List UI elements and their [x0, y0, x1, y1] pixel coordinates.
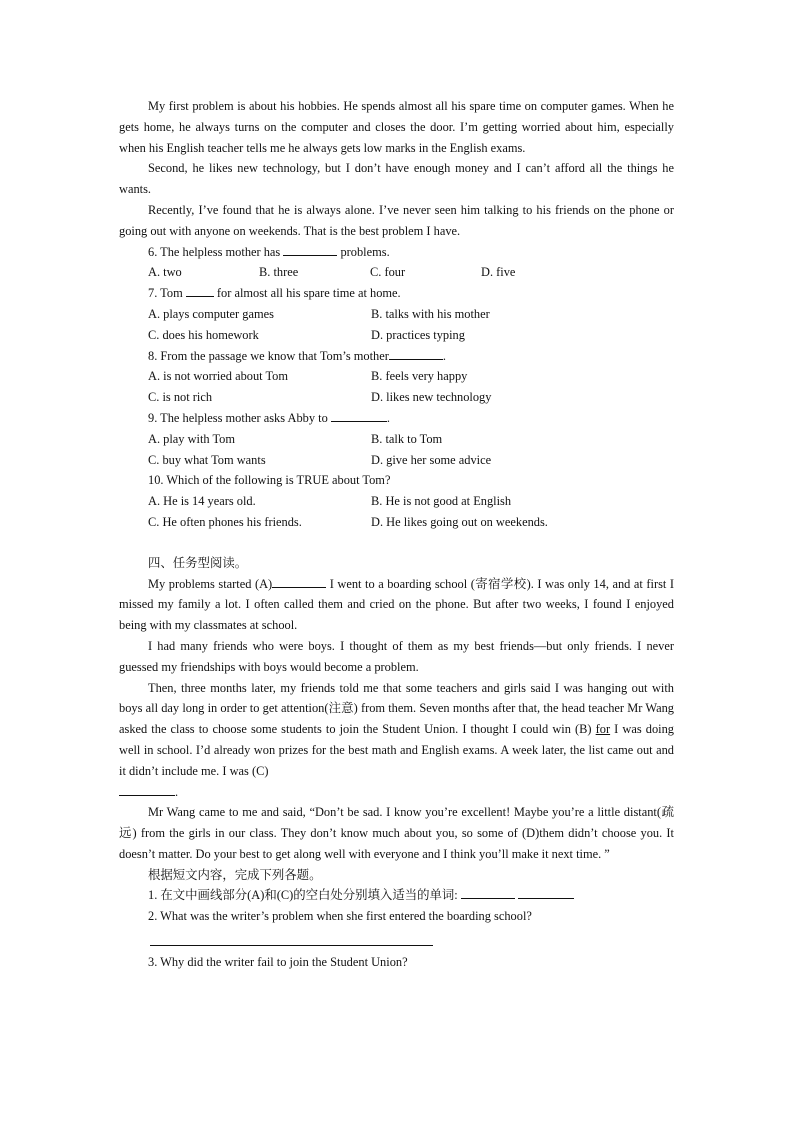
option[interactable]: B. talks with his mother: [371, 306, 490, 321]
option[interactable]: D. five: [481, 265, 516, 280]
option[interactable]: B. He is not good at English: [371, 494, 512, 509]
question-6-options: [119, 262, 674, 283]
question-8-options-cd: [119, 387, 674, 408]
answer-blank[interactable]: [283, 243, 337, 256]
option[interactable]: B. three: [259, 265, 299, 280]
passage1-para3: Recently, I’ve found that he is always alone. I’ve never seen him talking to his friends on the phone or going out with anyone on weekends. That is the best problem I have.: [119, 202, 674, 238]
option[interactable]: A. is not worried about Tom: [148, 369, 289, 384]
answer-blank-c[interactable]: [518, 886, 574, 899]
section4-para2: I had many friends who were boys. I thought of them as my best friends—but only friends. I never guessed my friendships with boys would become a problem.: [119, 638, 674, 674]
option[interactable]: B. feels very happy: [371, 369, 468, 384]
section4-instruction: 根据短文内容，完成下列各题。: [148, 867, 322, 882]
option[interactable]: C. four: [370, 265, 406, 280]
question-10-options-cd: [119, 512, 674, 533]
question-8-options-ab: [119, 366, 674, 387]
answer-blank[interactable]: [186, 284, 214, 297]
question-9-options-cd: [119, 450, 674, 471]
option[interactable]: D. give her some advice: [371, 452, 492, 467]
option[interactable]: A. He is 14 years old.: [148, 494, 256, 509]
option[interactable]: A. plays computer games: [148, 306, 274, 321]
answer-blank[interactable]: [389, 347, 443, 360]
passage1-para1: My first problem is about his hobbies. He spends almost all his spare time on computer games. When he gets home, he always turns on the computer and closes the door. I’m getting worried about him, especially when his English teacher tells me he always gets low marks in the English exams.: [119, 99, 674, 155]
section4-para3: Then, three months later, my friends told me that some teachers and girls said I was hanging out with boys all day long in order to get attention(注意) from them. Seven months after that, the head teacher Mr Wang asked the class to choose some students to join the Student Union. I thought I could win (B) for I was doing well in school. I’d already won prizes for the best math and English exams. A week later, the list came out and it didn’t include me. I was (C) .: [119, 680, 674, 799]
option[interactable]: C. He often phones his friends.: [148, 514, 302, 529]
underlined-word-b: for: [595, 722, 611, 737]
option[interactable]: A. two: [148, 265, 182, 280]
option[interactable]: D. likes new technology: [371, 390, 492, 405]
question-9-options-ab: [119, 429, 674, 450]
document-body: [119, 96, 674, 973]
passage1-para2: Second, he likes new technology, but I don’t have enough money and I can’t afford all the things he wants.: [119, 161, 674, 197]
option[interactable]: A. play with Tom: [148, 431, 236, 446]
answer-line[interactable]: [150, 935, 433, 946]
option[interactable]: C. buy what Tom wants: [148, 452, 266, 467]
question-7-options-cd: [119, 325, 674, 346]
question-7: 7. Tom for almost all his spare time at home.: [148, 286, 401, 301]
task-question-2: 2. What was the writer’s problem when she first entered the boarding school?: [148, 909, 532, 924]
blank-c[interactable]: [119, 783, 175, 796]
option[interactable]: D. practices typing: [371, 327, 465, 342]
question-9: 9. The helpless mother asks Abby to .: [148, 410, 390, 425]
option[interactable]: D. He likes going out on weekends.: [371, 514, 548, 529]
answer-blank-a[interactable]: [461, 886, 515, 899]
question-10-options-ab: [119, 491, 674, 512]
option[interactable]: B. talk to Tom: [371, 431, 443, 446]
section4-para1: My problems started (A) I went to a boarding school (寄宿学校). I was only 14, and at first I missed my family a lot. I often called them and cried on the phone. But after two weeks, I found I enjoyed being with my classmates at school.: [119, 576, 674, 633]
question-6: 6. The helpless mother has problems.: [148, 244, 390, 259]
blank-a[interactable]: [272, 575, 326, 588]
option[interactable]: C. does his homework: [148, 327, 259, 342]
task-question-1: 1. 在文中画线部分(A)和(C)的空白处分别填入适当的单词:: [119, 885, 674, 906]
question-8: 8. From the passage we know that Tom’s mother .: [148, 348, 446, 363]
section4-heading: 四、任务型阅读。: [148, 555, 248, 570]
section4-para4: Mr Wang came to me and said, “Don’t be sad. I know you’re excellent! Maybe you’re a little distant(疏远) from the girls in our class. They don’t know much about you, so some of (D)them didn’t choose you. It doesn’t matter. Do your best to get along well with everyone and I think you’ll make it next time. ”: [119, 805, 674, 861]
answer-blank[interactable]: [331, 409, 387, 422]
question-10: 10. Which of the following is TRUE about Tom?: [148, 473, 391, 488]
option[interactable]: C. is not rich: [148, 390, 213, 405]
task-question-3: 3. Why did the writer fail to join the Student Union?: [148, 955, 408, 970]
question-7-options-ab: [119, 304, 674, 325]
